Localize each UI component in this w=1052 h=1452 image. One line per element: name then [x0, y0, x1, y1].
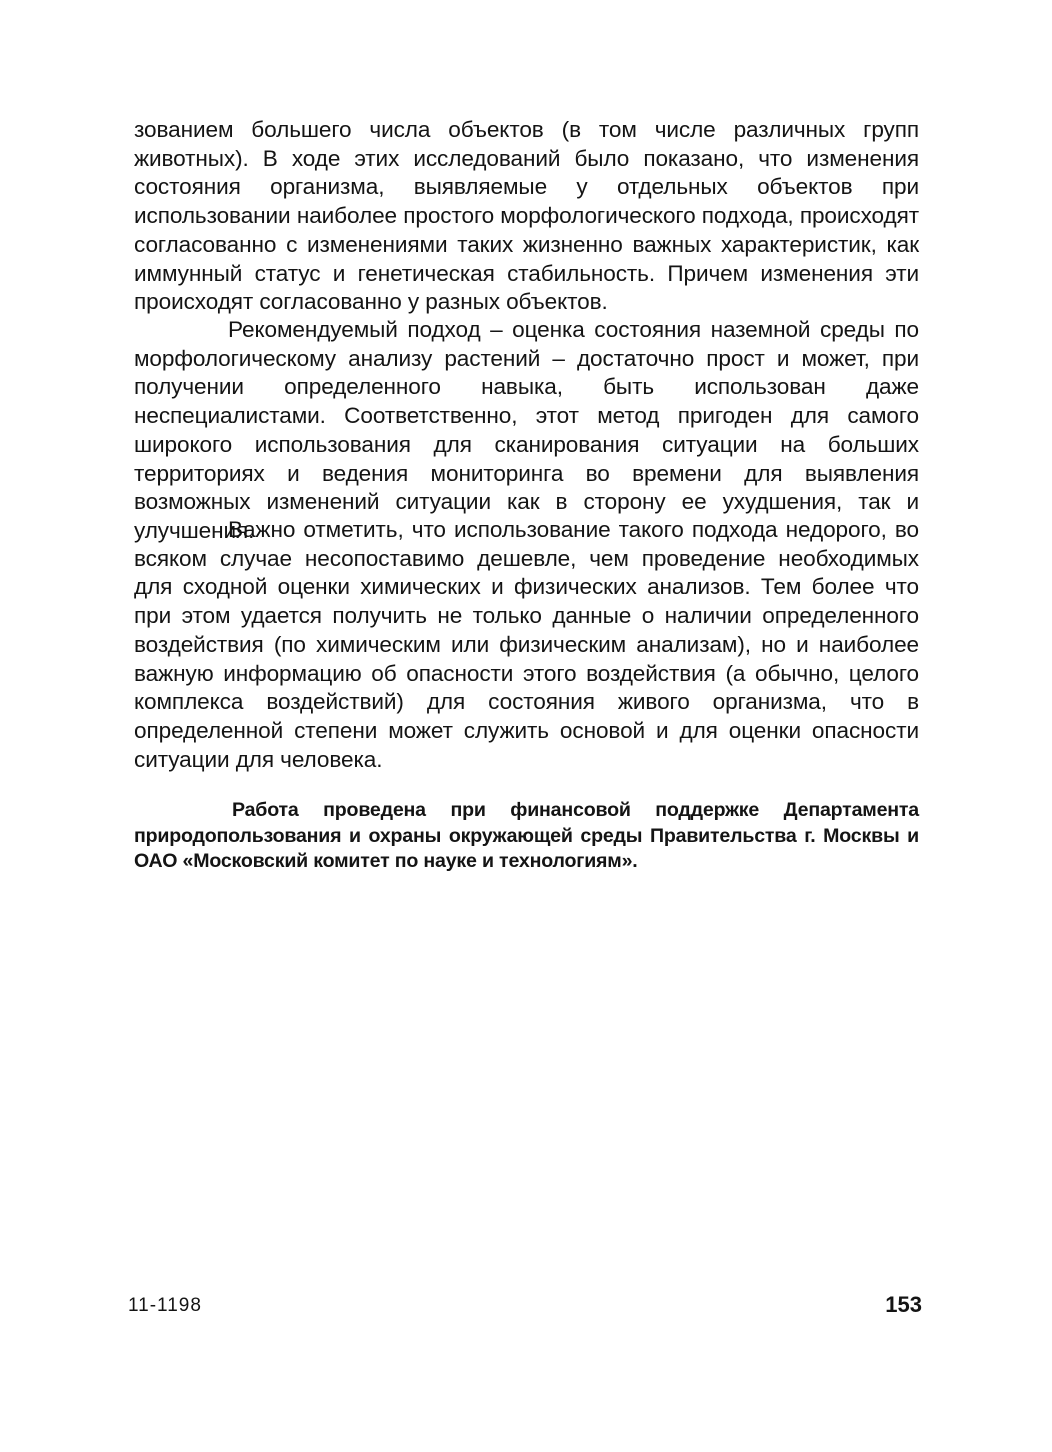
paragraph-continued: зованием большего числа объектов (в том числе различных групп животных). В ходе этих исследований было показано, что изменения состояния организма, выявляемые у отдельных объектов при использовании наиболее простого морфологического подхода, происходят согласованно с изменениями таких жизненно важных характеристик, как иммунный статус и генетическая стабильность. Причем изменения эти происходят согласованно у разных объектов. [134, 117, 919, 315]
page-number: 153 [885, 1292, 922, 1317]
print-signature: 11-1198 [128, 1295, 202, 1316]
paragraph-recommended-approach: Рекомендуемый подход – оценка состояния наземной среды по морфологическому анализу растений – достаточно прост и может, при получении определенного навыка, быть использован даже неспециалистами. Соответственно, этот метод пригоден для самого широкого использования для сканирования ситуации на больших территориях и ведения мониторинга во времени для выявления возможных изменений ситуации как в сторону ее ухудшения, так и улучшения. [134, 317, 919, 543]
acknowledgement: Работа проведена при финансовой поддержке Департамента природопользования и охраны окружающей среды Правительства г. Москвы и ОАО «Московский комитет по науке и технологиям». [134, 799, 919, 872]
paragraph-cost-note: Важно отметить, что использование такого подхода недорого, во всяком случае несопоставимо дешевле, чем проведение необходимых для сходной оценки химических и физических анализов. Тем более что при этом удается получить не только данные о наличии определенного воздействия (по химическим или физическим анализам), но и наиболее важную информацию об опасности этого воздействия (а обычно, целого комплекса воздействий) для состояния живого организма, что в определенной степени может служить основой и для оценки опасности ситуации для человека. [134, 517, 919, 772]
